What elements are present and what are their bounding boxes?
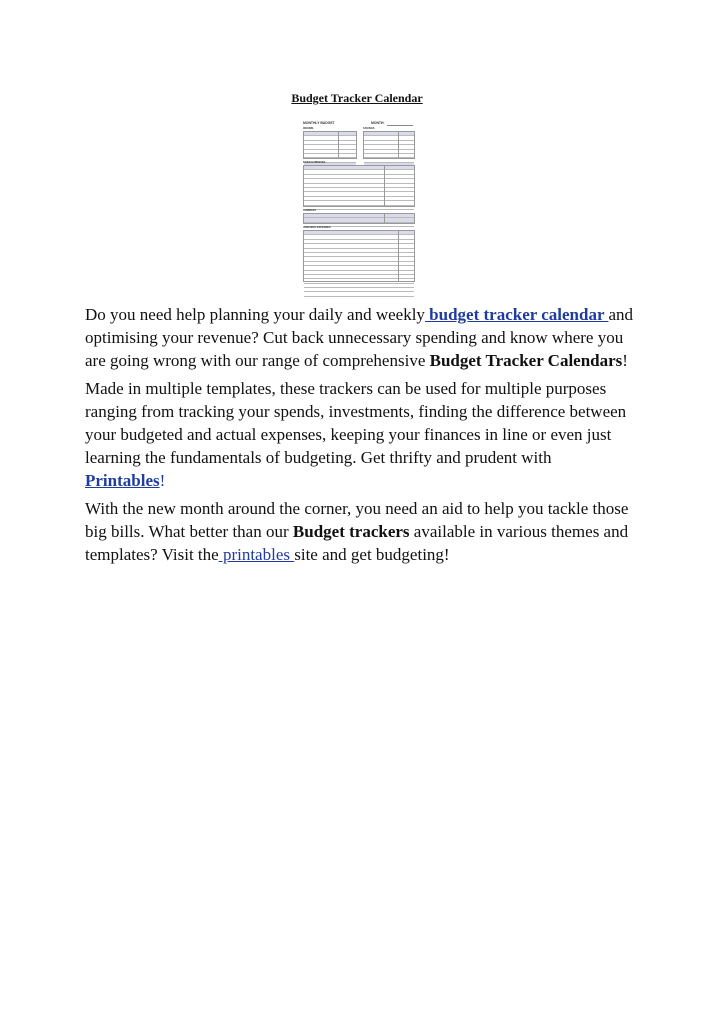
thumb-fixed-label: FIXED EXPENSES — [303, 161, 326, 164]
p2-text-2: ! — [159, 471, 166, 490]
thumb-header-right: MONTH: — [371, 121, 385, 125]
thumb-summary-label: SUMMARY — [303, 209, 317, 212]
p3-text-2: available in various themes and templates? Visit the — [85, 522, 629, 564]
thumb-variable-label: VARIABLE EXPENSES — [303, 226, 331, 229]
paragraph-2 — [85, 377, 635, 492]
thumb-income-box — [303, 131, 357, 159]
thumb-header-left: MONTHLY BUDGET — [303, 121, 335, 125]
thumb-savings-box — [363, 131, 415, 159]
thumb-variable-box — [303, 230, 415, 282]
budget-form-thumbnail — [301, 117, 417, 283]
p3-text-3: site and get budgeting! — [294, 545, 450, 564]
budget-tracker-calendar-link[interactable]: budget tracker calendar — [424, 305, 609, 324]
document-title: Budget Tracker Calendar — [291, 91, 423, 105]
printables-link[interactable]: printables — [218, 545, 295, 564]
thumb-summary-box — [303, 213, 415, 224]
p1-text-1: Do you need help planning your daily and weekly — [85, 305, 425, 324]
p3-bold-1: Budget trackers — [292, 522, 410, 541]
thumb-month-line — [387, 125, 413, 126]
article-body — [85, 303, 635, 571]
paragraph-3 — [85, 497, 635, 566]
p3-text-1: With the new month around the corner, you need an aid to help you tackle those big bills. What better than our — [85, 499, 629, 541]
thumb-fixed-box — [303, 165, 415, 207]
printables-link-bold[interactable]: Printables — [85, 471, 160, 490]
thumb-savings-label: SAVINGS — [363, 127, 375, 130]
p1-bold-1: Budget Tracker Calendars — [429, 351, 623, 370]
paragraph-1 — [85, 303, 635, 372]
p1-text-3: ! — [622, 351, 628, 370]
p2-text-1: Made in multiple templates, these trackers can be used for multiple purposes ranging from tracking your spends, investments, finding the difference between your budgeted and actual expenses, keeping your finances in line or even just learning the fundamentals of budgeting. Get thrifty and prudent with — [85, 379, 627, 467]
p1-text-2: and optimising your revenue? Cut back unnecessary spending and know where you are going wrong with our range of comprehensive — [85, 305, 633, 370]
thumb-income-label: INCOME — [303, 127, 314, 130]
